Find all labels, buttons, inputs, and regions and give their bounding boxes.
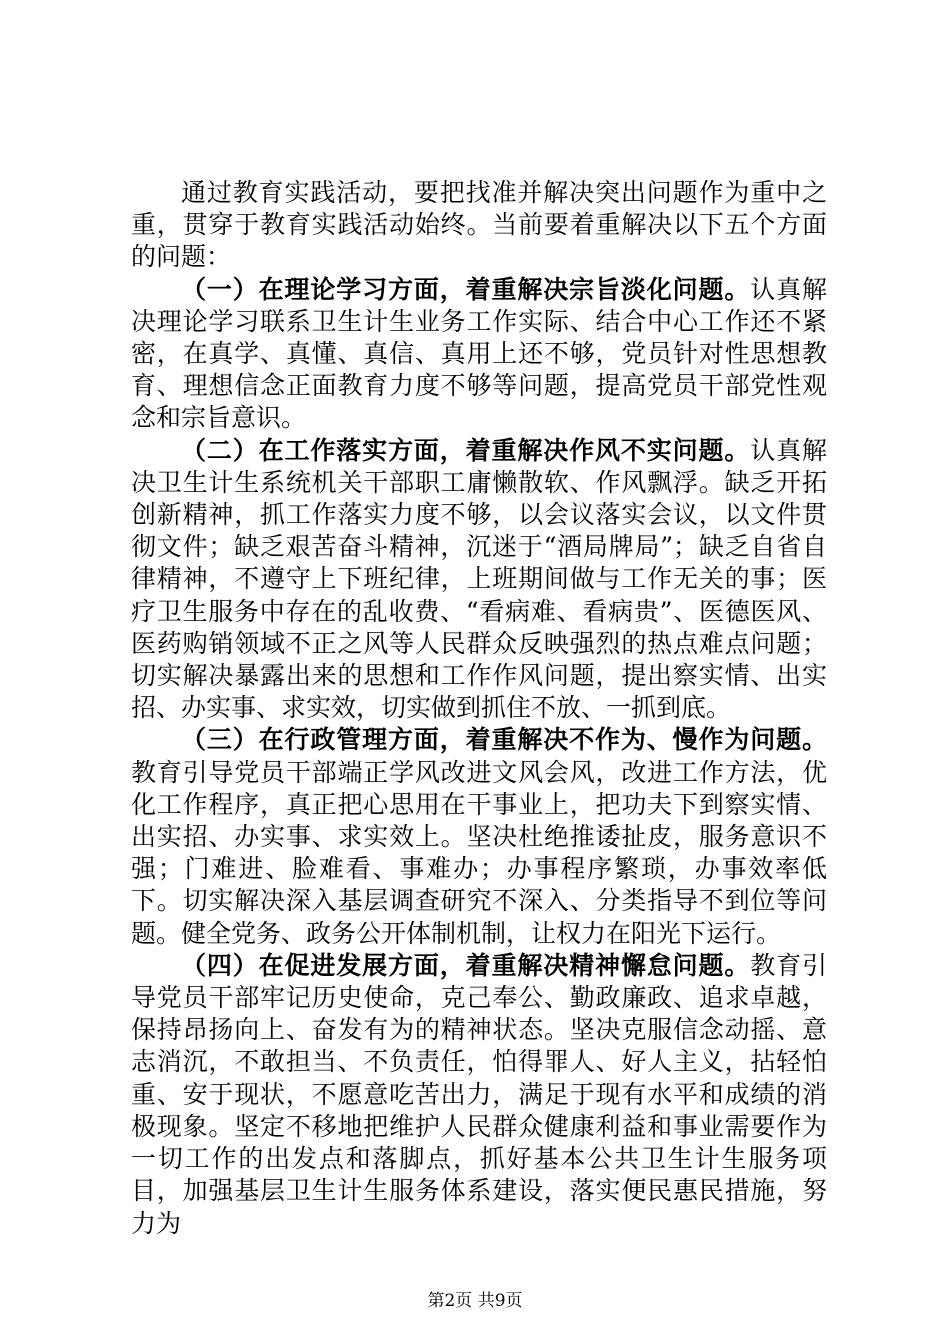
section-paragraph-2 [131, 435, 827, 725]
document-body [131, 177, 827, 1240]
section-paragraph-4 [131, 950, 827, 1240]
section-body-1: 认真解决理论学习联系卫生计生业务工作实际、结合中心工作还不紧密，在真学、真懂、真信、真用上还不够，党员针对性思想教育、理想信念正面教育力度不够等问题，提高党员干部党性观念和宗旨意识。 [131, 274, 827, 433]
section-heading-3: （三）在行政管理方面，着重解决不作为、慢作为问题。 [181, 725, 827, 755]
section-paragraph-3 [131, 724, 827, 949]
section-body-4: 教育引导党员干部牢记历史使命，克己奉公、勤政廉政、追求卓越，保持昂扬向上、奋发有为的精神状态。坚决克服信念动摇、意志消沉，不敢担当、不负责任，怕得罪人、好人主义，拈轻怕重、安于现状，不愿意吃苦出力，满足于现有水平和成绩的消极现象。坚定不移地把维护人民群众健康利益和事业需要作为一切工作的出发点和落脚点，抓好基本公共卫生计生服务项目，加强基层卫生计生服务体系建设，落实便民惠民措施，努力为 [131, 950, 827, 1238]
section-body-2: 认真解决卫生计生系统机关干部职工庸懒散软、作风飘浮。缺乏开拓创新精神，抓工作落实力度不够，以会议落实会议，以文件贯彻文件；缺乏艰苦奋斗精神，沉迷于“酒局牌局”；缺乏自省自律精神，不遵守上下班纪律，上班期间做与工作无关的事；医疗卫生服务中存在的乱收费、“看病难、看病贵”、医德医风、医药购销领域不正之风等人民群众反映强烈的热点难点问题；切实解决暴露出来的思想和工作作风问题，提出察实情、出实招、办实事、求实效，切实做到抓住不放、一抓到底。 [131, 435, 827, 723]
section-paragraph-1 [131, 274, 827, 435]
section-body-3: 教育引导党员干部端正学风改进文风会风，改进工作方法，优化工作程序，真正把心思用在干事业上，把功夫下到察实情、出实招、办实事、求实效上。坚决杜绝推诿扯皮，服务意识不强；门难进、脸难看、事难办；办事程序繁琐，办事效率低下。切实解决深入基层调查研究不深入、分类指导不到位等问题。健全党务、政务公开体制机制，让权力在阳光下运行。 [131, 757, 827, 948]
section-heading-2: （二）在工作落实方面，着重解决作风不实问题。 [181, 435, 751, 465]
intro-paragraph: 通过教育实践活动，要把找准并解决突出问题作为重中之重，贯穿于教育实践活动始终。当前要着重解决以下五个方面的问题： [131, 178, 827, 272]
section-heading-1: （一）在理论学习方面，着重解决宗旨淡化问题。 [181, 274, 751, 304]
section-heading-4: （四）在促进发展方面，着重解决精神懈怠问题。 [181, 950, 751, 980]
page-footer: 第2页 共9页 [427, 1291, 523, 1311]
